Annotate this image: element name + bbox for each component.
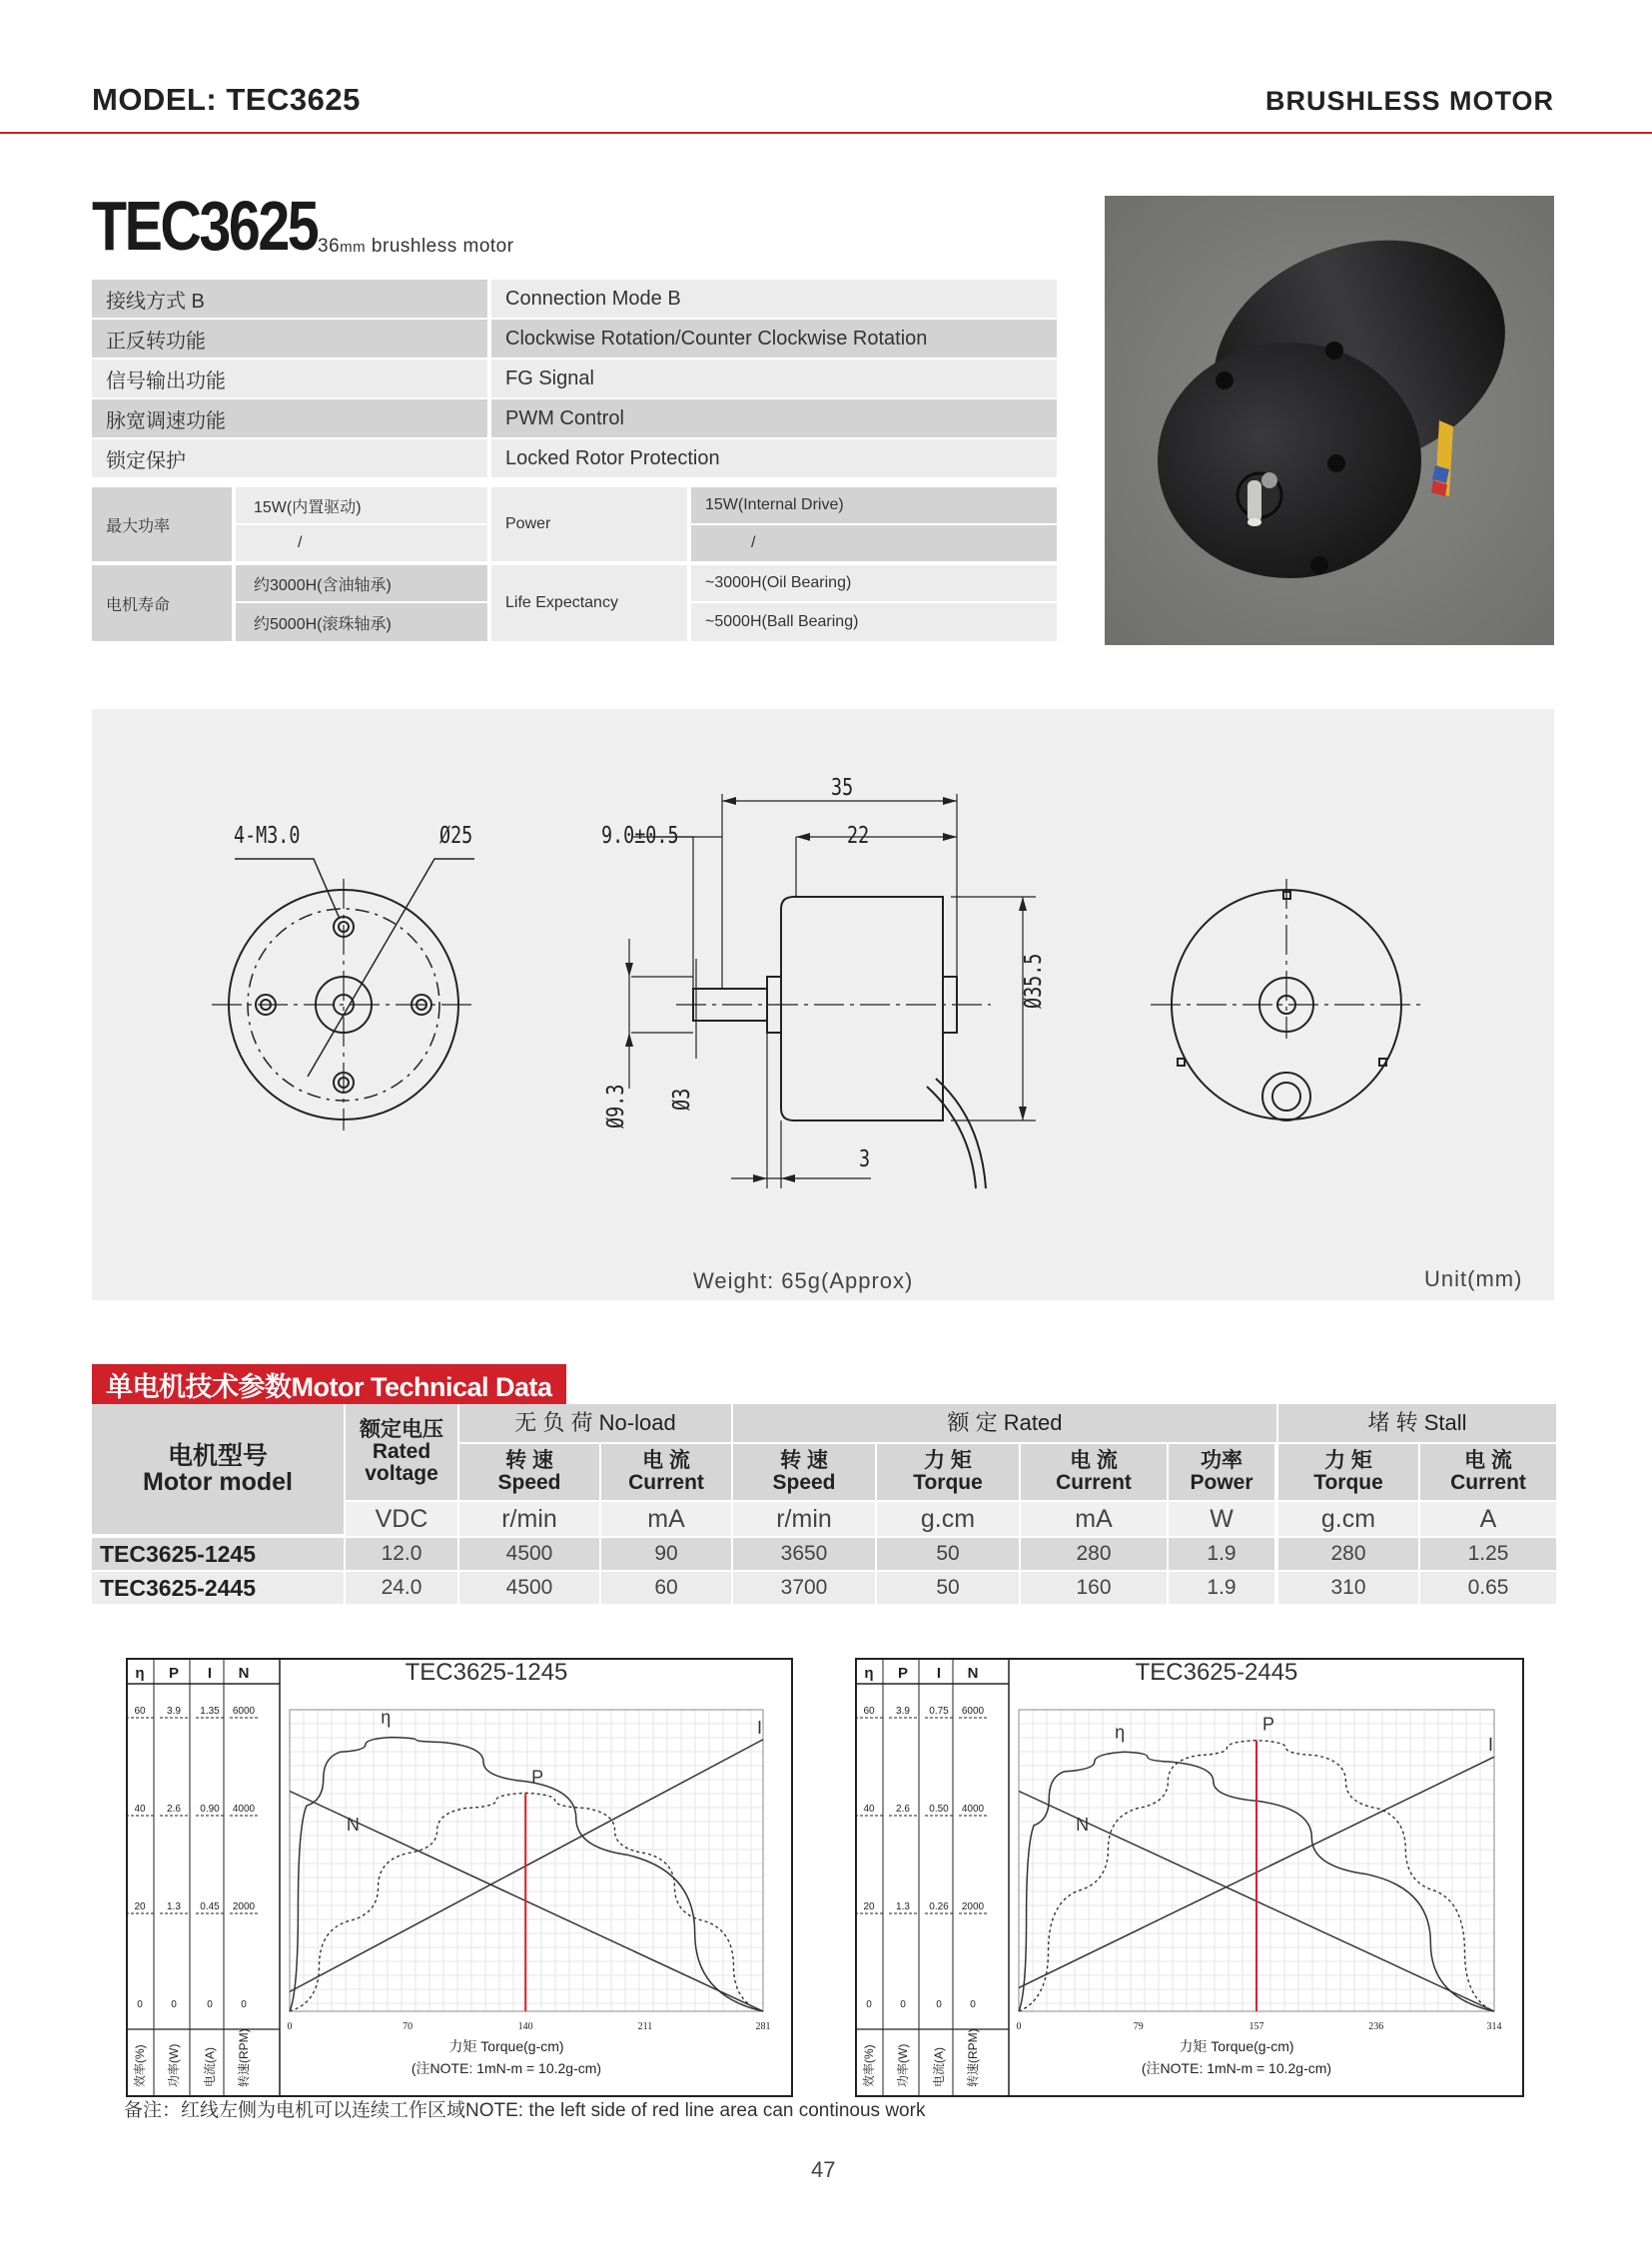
data-cell: 310 — [1278, 1572, 1418, 1604]
column-header — [459, 1444, 599, 1500]
unit-cell: mA — [601, 1502, 731, 1536]
spec-en: Clockwise Rotation/Counter Clockwise Rotation — [491, 320, 1057, 358]
power-en: Power — [491, 487, 687, 561]
axis-label: 效率(%) — [133, 2044, 147, 2087]
axis-name: P — [168, 1665, 180, 1682]
data-cell: 60 — [601, 1572, 731, 1604]
spec-en: Locked Rotor Protection — [491, 439, 1057, 477]
spec-en: PWM Control — [491, 399, 1057, 437]
power-cn-value: 15W(内置驱动) — [236, 487, 487, 523]
unit-cell: r/min — [733, 1502, 875, 1536]
axis-label: 电流(A) — [203, 2047, 217, 2087]
life-en-value2: ~5000H(Ball Bearing) — [691, 603, 1057, 641]
column-header — [1169, 1444, 1274, 1500]
column-header-cn: 转 速 — [505, 1448, 553, 1472]
unit-cell: g.cm — [1278, 1502, 1418, 1536]
power-en-value: 15W(Internal Drive) — [691, 487, 1057, 523]
column-header-cn: 转 速 — [780, 1448, 828, 1472]
column-header-en: Current — [1056, 1471, 1132, 1494]
footnote: 备注：红线左侧为电机可以连续工作区域NOTE: the left side of red line area can continous work — [124, 2100, 926, 2121]
rated-voltage-header — [346, 1404, 457, 1500]
x-axis-note: (注NOTE: 1mN-m = 10.2g-cm) — [411, 2060, 602, 2076]
axis-tick: 0.90 — [200, 1804, 220, 1815]
column-header — [1021, 1444, 1167, 1500]
column-header-en: Torque — [1313, 1471, 1383, 1494]
unit-label: Unit(mm) — [1424, 1266, 1523, 1291]
column-header-cn: 电 流 — [642, 1448, 690, 1472]
axis-tick: 20 — [134, 1901, 146, 1912]
axis-tick: 3.9 — [896, 1706, 910, 1717]
dimension-drawing — [92, 709, 1554, 1300]
axis-tick: 20 — [863, 1901, 875, 1912]
model-header: MODEL: TEC3625 — [92, 82, 361, 117]
axis-tick: 60 — [863, 1706, 875, 1717]
data-cell: 1.9 — [1169, 1572, 1274, 1604]
axis-tick: 0 — [137, 1999, 143, 2010]
data-cell: 1.25 — [1420, 1538, 1556, 1570]
axis-tick: 2000 — [232, 1901, 256, 1912]
axis-name: N — [238, 1665, 250, 1682]
model-header-cell — [92, 1404, 344, 1534]
motor-photo — [1105, 196, 1554, 645]
chart-title: TEC3625-1245 — [405, 1659, 568, 1686]
axis-tick: 0 — [241, 1999, 247, 2010]
column-header-cn: 功率 — [1201, 1448, 1242, 1472]
spec-en: FG Signal — [491, 360, 1057, 397]
unit-cell: r/min — [459, 1502, 599, 1536]
body-diameter-label: Ø35.5 — [1021, 953, 1047, 1009]
series-label: P — [1262, 1714, 1275, 1735]
axis-tick: 40 — [863, 1804, 875, 1815]
axis-label: 转速(RPM) — [966, 2028, 980, 2087]
axis-tick: 0 — [171, 1999, 177, 2010]
noload-header: 无 负 荷 No-load — [459, 1404, 731, 1442]
axis-label: 效率(%) — [862, 2044, 876, 2087]
column-header-en: Current — [628, 1471, 704, 1494]
axis-tick: 1.3 — [167, 1901, 181, 1912]
column-header — [733, 1444, 875, 1500]
x-tick: 140 — [517, 2021, 533, 2032]
axis-name: η — [135, 1665, 145, 1682]
series-label: I — [1488, 1735, 1494, 1756]
life-cn-value2: 约5000H(滚珠轴承) — [236, 603, 487, 641]
shaft-diameter-label: Ø3 — [669, 1088, 695, 1111]
data-cell: 280 — [1278, 1538, 1418, 1570]
axis-tick: 1.35 — [200, 1706, 220, 1717]
column-header-en: Speed — [772, 1471, 836, 1494]
category-header: BRUSHLESS MOTOR — [1264, 86, 1554, 116]
column-header-en: Power — [1190, 1471, 1253, 1494]
unit-cell: A — [1420, 1502, 1556, 1536]
axis-tick: 0 — [936, 1999, 942, 2010]
power-cn-value2: / — [236, 525, 487, 561]
axis-name: I — [207, 1665, 213, 1682]
weight-label: Weight: 65g(Approx) — [693, 1268, 914, 1293]
axis-tick: 0 — [207, 1999, 213, 2010]
column-header — [877, 1444, 1019, 1500]
series-label: I — [757, 1717, 763, 1738]
data-cell: 50 — [877, 1572, 1019, 1604]
unit-cell: mA — [1021, 1502, 1167, 1536]
length-35-label: 35 — [831, 775, 854, 801]
rated-voltage-cn: 额定电压 — [360, 1417, 443, 1441]
product-subtitle: 36mm brushless motor — [318, 236, 514, 257]
data-cell: 90 — [601, 1538, 731, 1570]
data-cell: 1.9 — [1169, 1538, 1274, 1570]
column-header-en: Current — [1450, 1471, 1526, 1494]
axis-tick: 4000 — [961, 1804, 985, 1815]
shaft-length-label: 9.0±0.5 — [601, 823, 679, 849]
unit-cell: VDC — [346, 1502, 457, 1536]
axis-tick: 6000 — [961, 1706, 985, 1717]
x-tick: 281 — [755, 2021, 771, 2032]
stall-header: 堵 转 Stall — [1278, 1404, 1556, 1442]
axis-label: 转速(RPM) — [237, 2028, 251, 2087]
tech-data-title: 单电机技术参数Motor Technical Data — [92, 1364, 566, 1404]
boss-diameter-label: Ø9.3 — [603, 1084, 629, 1128]
unit-cell: W — [1169, 1502, 1274, 1536]
column-header — [601, 1444, 731, 1500]
axis-label: 功率(W) — [167, 2043, 181, 2087]
life-cn-value: 约3000H(含油轴承) — [236, 565, 487, 601]
unit-cell: g.cm — [877, 1502, 1019, 1536]
spec-cn: 信号输出功能 — [92, 360, 487, 397]
axis-tick: 0.50 — [929, 1804, 949, 1815]
x-tick: 70 — [403, 2021, 413, 2032]
spec-cn: 正反转功能 — [92, 320, 487, 358]
holes-label: 4-M3.0 — [234, 823, 301, 849]
chart-title: TEC3625-2445 — [1135, 1659, 1298, 1686]
length-3-label: 3 — [859, 1146, 871, 1172]
x-tick: 79 — [1133, 2021, 1144, 2032]
axis-tick: 3.9 — [167, 1706, 181, 1717]
spec-cn: 脉宽调速功能 — [92, 399, 487, 437]
axis-name: η — [864, 1665, 874, 1682]
axis-tick: 2.6 — [896, 1804, 910, 1815]
model-en: Motor model — [143, 1468, 293, 1496]
axis-label: 功率(W) — [896, 2043, 910, 2087]
x-tick: 314 — [1486, 2021, 1502, 2032]
page-number: 47 — [811, 2157, 836, 2182]
series-label: P — [531, 1767, 544, 1788]
data-cell: 24.0 — [346, 1572, 457, 1604]
axis-tick: 0 — [866, 1999, 872, 2010]
model-name: TEC3625-2445 — [92, 1572, 344, 1604]
axis-tick: 2000 — [961, 1901, 985, 1912]
power-en-value2: / — [691, 525, 1057, 561]
length-22-label: 22 — [847, 823, 870, 849]
life-cn: 电机寿命 — [92, 565, 232, 641]
axis-tick: 0 — [970, 1999, 976, 2010]
column-header-cn: 力 矩 — [1324, 1448, 1372, 1472]
axis-tick: 6000 — [232, 1706, 256, 1717]
spec-cn: 接线方式 B — [92, 280, 487, 318]
data-cell: 280 — [1021, 1538, 1167, 1570]
rated-voltage-en1: Rated — [372, 1439, 431, 1463]
column-header — [1278, 1444, 1418, 1500]
column-header-cn: 电 流 — [1070, 1448, 1118, 1472]
data-cell: 0.65 — [1420, 1572, 1556, 1604]
column-header-cn: 力 矩 — [924, 1448, 972, 1472]
product-title: TEC3625 — [92, 187, 318, 265]
diameter-label: Ø25 — [439, 823, 473, 849]
data-cell: 50 — [877, 1538, 1019, 1570]
axis-tick: 0.45 — [200, 1901, 220, 1912]
axis-tick: 0.75 — [929, 1706, 949, 1717]
life-en: Life Expectancy — [491, 565, 687, 641]
x-axis-label: 力矩 Torque(g-cm) — [448, 2038, 564, 2054]
column-header-en: Speed — [497, 1471, 561, 1494]
axis-tick: 1.3 — [896, 1901, 910, 1912]
rated-header: 额 定 Rated — [733, 1404, 1276, 1442]
model-name: TEC3625-1245 — [92, 1538, 344, 1570]
x-axis-note: (注NOTE: 1mN-m = 10.2g-cm) — [1141, 2060, 1332, 2076]
x-tick: 0 — [1016, 2021, 1022, 2032]
data-cell: 3700 — [733, 1572, 875, 1604]
axis-name: N — [967, 1665, 979, 1682]
axis-name: I — [936, 1665, 942, 1682]
axis-tick: 4000 — [232, 1804, 256, 1815]
x-tick: 211 — [637, 2021, 653, 2032]
axis-tick: 2.6 — [167, 1804, 181, 1815]
column-header — [1420, 1444, 1556, 1500]
axis-name: P — [897, 1665, 909, 1682]
data-cell: 12.0 — [346, 1538, 457, 1570]
performance-chart-2445 — [855, 1658, 1524, 2097]
data-cell: 160 — [1021, 1572, 1167, 1604]
performance-chart-1245 — [126, 1658, 793, 2097]
data-cell: 4500 — [459, 1572, 599, 1604]
series-label: η — [381, 1707, 392, 1728]
axis-tick: 0.26 — [929, 1901, 949, 1912]
axis-tick: 0 — [900, 1999, 906, 2010]
x-axis-label: 力矩 Torque(g-cm) — [1179, 2038, 1294, 2054]
spec-en: Connection Mode B — [491, 280, 1057, 318]
x-tick: 236 — [1368, 2021, 1384, 2032]
life-en-value: ~3000H(Oil Bearing) — [691, 565, 1057, 601]
data-cell: 3650 — [733, 1538, 875, 1570]
tech-data-table — [92, 1404, 1556, 1606]
series-label: η — [1115, 1722, 1126, 1743]
data-cell: 4500 — [459, 1538, 599, 1570]
axis-tick: 60 — [134, 1706, 146, 1717]
series-label: N — [1076, 1815, 1090, 1836]
x-tick: 0 — [287, 2021, 293, 2032]
x-tick: 157 — [1248, 2021, 1264, 2032]
model-cn: 电机型号 — [167, 1441, 268, 1470]
header-divider — [0, 132, 1652, 134]
column-header-en: Torque — [913, 1471, 983, 1494]
column-header-cn: 电 流 — [1464, 1448, 1512, 1472]
axis-tick: 40 — [134, 1804, 146, 1815]
axis-label: 电流(A) — [932, 2047, 946, 2087]
rated-voltage-en2: voltage — [365, 1462, 438, 1486]
spec-cn: 锁定保护 — [92, 439, 487, 477]
series-label: N — [346, 1815, 360, 1836]
power-cn: 最大功率 — [92, 487, 232, 561]
